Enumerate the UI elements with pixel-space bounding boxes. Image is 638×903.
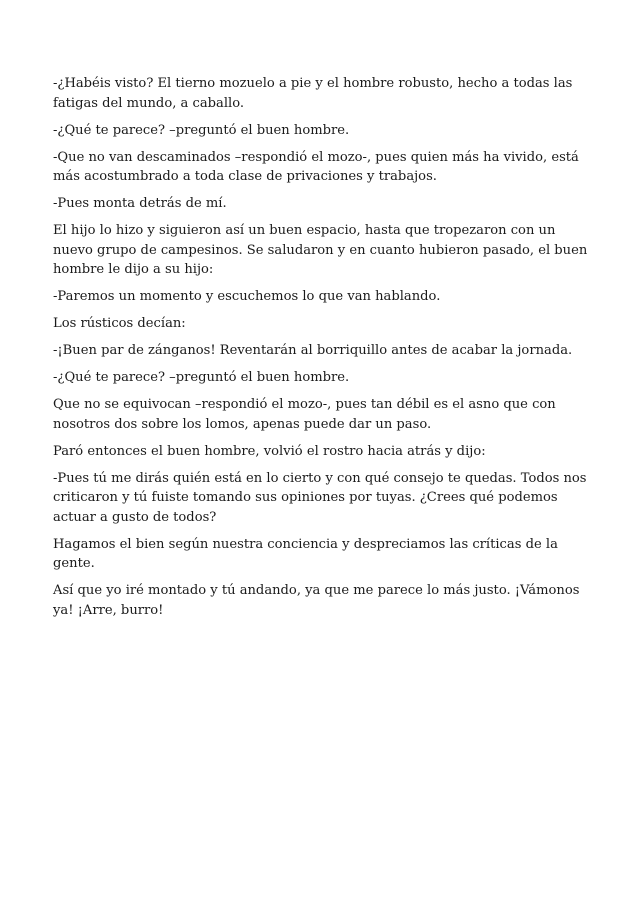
paragraph-9: -¿Qué te parece? –preguntó el buen hombre. xyxy=(53,370,350,385)
paragraph-1: -¿Habéis visto? El tierno mozuelo a pie y el hombre robusto, hecho a todas las fatigas del mundo, a caballo. xyxy=(53,76,573,111)
paragraph-13: Hagamos el bien según nuestra conciencia y despreciamos las críticas de la gente. xyxy=(53,536,558,571)
paragraph-10: Que no se equivocan –respondió el mozo-, pues tan débil es el asno que con nosotros dos sobre los lomos, apenas puede dar un paso. xyxy=(53,397,556,432)
paragraph-11: Paró entonces el buen hombre, volvió el rostro hacia atrás y dijo: xyxy=(53,443,486,459)
paragraph-12: -Pues tú me dirás quién está en lo cierto y con qué consejo te quedas. Todos nos criticaron y tú fuiste tomando sus opiniones por tuyas. ¿Crees qué podemos actuar a gusto de todos? xyxy=(53,470,587,525)
paragraph-6: -Paremos un momento y escuchemos lo que van hablando. xyxy=(53,289,441,304)
paragraph-8: -¡Buen par de zánganos! Reventarán al borriquillo antes de acabar la jornada. xyxy=(53,343,573,358)
paragraph-3: -Que no van descaminados –respondió el mozo-, pues quien más ha vivido, está más acostumbrado a toda clase de privaciones y trabajos. xyxy=(53,149,579,184)
body-text xyxy=(53,74,593,628)
paragraph-2: -¿Qué te parece? –preguntó el buen hombre. xyxy=(53,122,350,138)
paragraph-14: Así que yo iré montado y tú andando, ya que me parece lo más justo. ¡Vámonos ya! ¡Arre, burro! xyxy=(53,583,580,618)
paragraph-5: El hijo lo hizo y siguieron así un buen espacio, hasta que tropezaron con un nuevo grupo de campesinos. Se saludaron y en cuanto hubieron pasado, el buen hombre le dijo a su hijo: xyxy=(53,223,588,277)
paragraph-4: -Pues monta detrás de mí. xyxy=(53,196,227,211)
paragraph-7: Los rústicos decían: xyxy=(53,316,186,331)
